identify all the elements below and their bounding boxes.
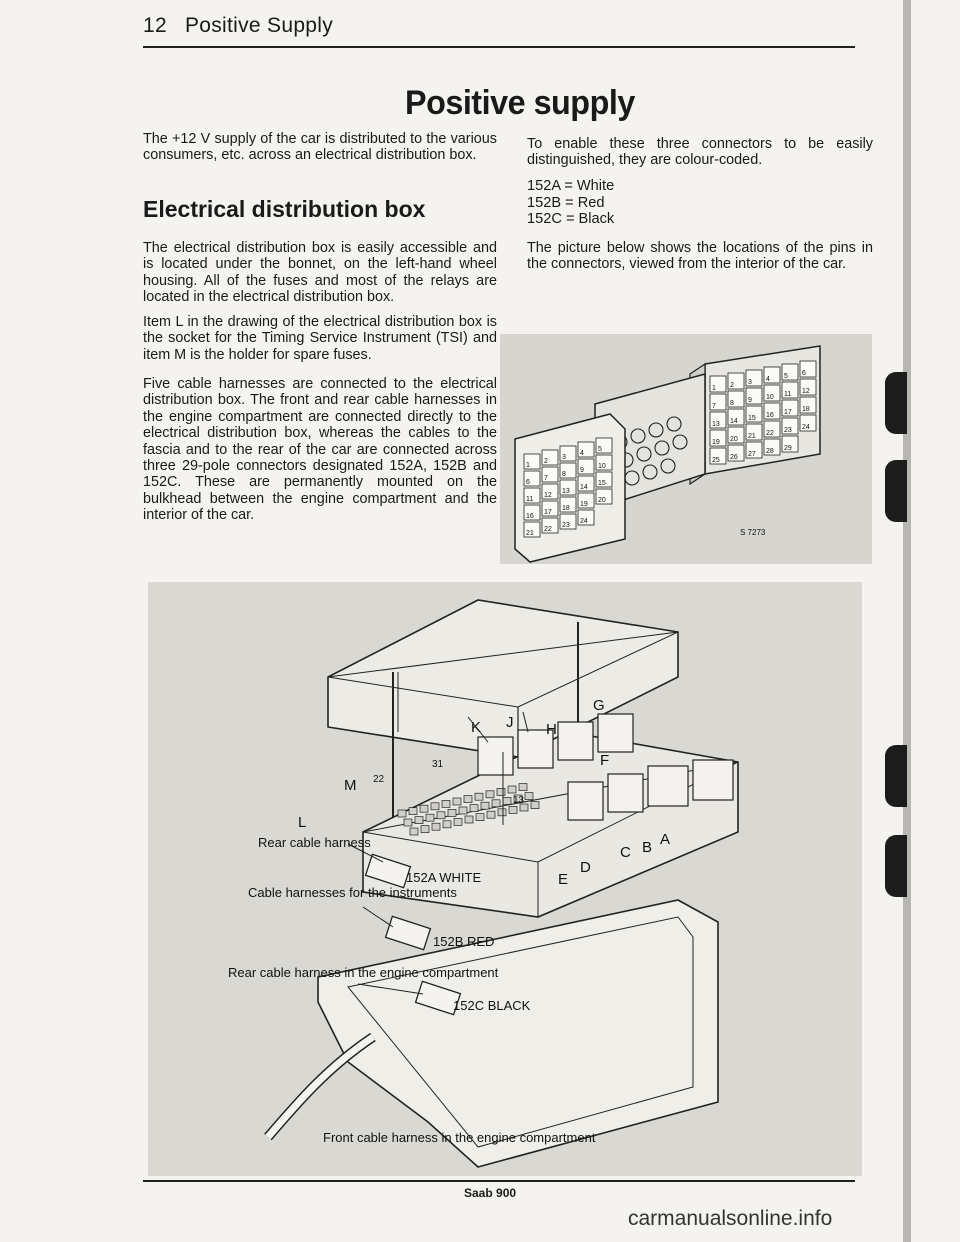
item-letter-H: H bbox=[546, 721, 557, 738]
item-letter-J: J bbox=[506, 714, 514, 731]
pin-number: 9 bbox=[748, 397, 752, 404]
fuse bbox=[443, 821, 451, 828]
legend-152b: 152B = Red bbox=[527, 194, 605, 211]
pin-number: 13 bbox=[562, 488, 570, 495]
item-letter-G: G bbox=[593, 697, 605, 714]
section-title: Positive Supply bbox=[184, 14, 334, 37]
pin-number: 10 bbox=[598, 463, 606, 470]
pin-number: 18 bbox=[562, 505, 570, 512]
fuse bbox=[508, 786, 516, 793]
binding-edge bbox=[903, 0, 911, 1242]
pin-number: 12 bbox=[544, 492, 552, 499]
item-letter-D: D bbox=[580, 859, 591, 876]
item-letter-M: M bbox=[344, 777, 357, 794]
paragraph-location: The electrical distribution box is easily accessible and is located under the bonnet, on the left-hand wheel housing. All of the fuses and most of the relays are located in the electrical distribution box. bbox=[143, 240, 497, 306]
fuse bbox=[415, 817, 423, 824]
page-title: Positive supply bbox=[405, 84, 635, 122]
intro-paragraph: The +12 V supply of the car is distributed to the various consumers, etc. across an electrical distribution box. bbox=[143, 131, 497, 164]
pin-number: 4 bbox=[766, 376, 770, 383]
paragraph-items: Item L in the drawing of the electrical distribution box is the socket for the Timing Service Instrument (TSI) and item M is the holder for spare fuses. bbox=[143, 314, 497, 363]
pin-number: 7 bbox=[544, 475, 548, 482]
pin-number: 20 bbox=[730, 436, 738, 443]
fuse bbox=[410, 828, 418, 835]
pin-number: 28 bbox=[766, 448, 774, 455]
binder-hole bbox=[885, 745, 907, 807]
pin-number: 23 bbox=[562, 522, 570, 529]
pin-number: 14 bbox=[580, 484, 588, 491]
callout-rear-cable: Rear cable harness bbox=[258, 835, 371, 850]
colour-legend bbox=[527, 178, 614, 228]
item-letter-E: E bbox=[558, 871, 569, 888]
pin-number: 8 bbox=[562, 471, 566, 478]
pin-number: 27 bbox=[748, 451, 756, 458]
binder-hole bbox=[885, 372, 907, 434]
pin-number: 6 bbox=[526, 479, 530, 486]
pin-number: 17 bbox=[544, 509, 552, 516]
pin-number: 15 bbox=[748, 415, 756, 422]
pin-number: 1 bbox=[526, 462, 530, 469]
binder-hole bbox=[885, 460, 907, 522]
header-rule bbox=[143, 46, 855, 48]
fuse bbox=[409, 808, 417, 815]
fuse bbox=[464, 796, 472, 803]
pin-number: 5 bbox=[784, 373, 788, 380]
pin-number: 11 bbox=[784, 391, 792, 398]
paragraph-harnesses: Five cable harnesses are connected to the electrical distribution box. The front and rear cable harnesses in the engine compartment are connected directly to the electrical distribution box, whereas the cables to the fascia and to the rear of the car are connected across three 29-pole connectors designated 152A, 152B and 152C. These are permanently mounted on the bulkhead between the engine compartment and the interior of the car. bbox=[143, 376, 497, 524]
figure-reference: S 7273 bbox=[740, 528, 766, 537]
pin-number: 21 bbox=[748, 433, 756, 440]
pin-number: 10 bbox=[766, 394, 774, 401]
fuse bbox=[437, 812, 445, 819]
pin-number: 13 bbox=[712, 421, 720, 428]
pin-number: 11 bbox=[526, 496, 534, 503]
fuse bbox=[453, 798, 461, 805]
callout-rear-engine-harness: Rear cable harness in the engine compartment bbox=[228, 965, 499, 980]
pin-number: 16 bbox=[766, 412, 774, 419]
callout-152a: 152A WHITE bbox=[406, 870, 482, 885]
distribution-box-drawing bbox=[148, 582, 862, 1176]
pin-number: 12 bbox=[802, 388, 810, 395]
paragraph-pin-locations: The picture below shows the locations of the pins in the connectors, viewed from the interior of the car. bbox=[527, 240, 873, 273]
fuse bbox=[503, 797, 511, 804]
fuse bbox=[465, 816, 473, 823]
fuse bbox=[492, 800, 500, 807]
item-letter-A: A bbox=[660, 831, 671, 848]
pin-number: 17 bbox=[784, 409, 792, 416]
pin-number: 22 bbox=[766, 430, 774, 437]
pin-number: 16 bbox=[526, 513, 534, 520]
fuse bbox=[497, 788, 505, 795]
item-letter-B: B bbox=[642, 839, 653, 856]
pin-number: 5 bbox=[598, 446, 602, 453]
pin-number: 3 bbox=[562, 454, 566, 461]
item-letter-L: L bbox=[298, 814, 307, 831]
paragraph-colour-coding: To enable these three connectors to be easily distinguished, they are colour-coded. bbox=[527, 136, 873, 169]
pin-number: 3 bbox=[748, 379, 752, 386]
fuse bbox=[426, 814, 434, 821]
fuse bbox=[531, 802, 539, 809]
connector-drawing bbox=[500, 334, 872, 564]
fuse bbox=[476, 814, 484, 821]
watermark: carmanualsonline.info bbox=[628, 1207, 833, 1230]
pin-number: 2 bbox=[730, 382, 734, 389]
page-number: 12 bbox=[143, 14, 167, 37]
pin-number: 4 bbox=[580, 450, 584, 457]
callout-instrument-harnesses: Cable harnesses for the instruments bbox=[248, 885, 457, 900]
fuse bbox=[459, 807, 467, 814]
fuse-number-13: 13 bbox=[513, 795, 525, 806]
fuse bbox=[487, 811, 495, 818]
fuse bbox=[519, 784, 527, 791]
page-header bbox=[143, 14, 333, 38]
fuse bbox=[448, 809, 456, 816]
pin-number: 9 bbox=[580, 467, 584, 474]
callout-front-cable: Front cable harness in the engine compartment bbox=[323, 1130, 596, 1145]
fuse bbox=[454, 818, 462, 825]
pin-number: 6 bbox=[802, 370, 806, 377]
fuse bbox=[432, 823, 440, 830]
fuse bbox=[442, 800, 450, 807]
fuse-number-22: 22 bbox=[373, 774, 385, 785]
distribution-box-figure bbox=[148, 582, 862, 1176]
pin-number: 21 bbox=[526, 530, 534, 537]
connector-pin-figure bbox=[500, 334, 872, 564]
pin-number: 19 bbox=[580, 501, 588, 508]
pin-number: 1 bbox=[712, 385, 716, 392]
pin-number: 14 bbox=[730, 418, 738, 425]
fuse bbox=[509, 806, 517, 813]
fuse bbox=[470, 805, 478, 812]
fuse bbox=[398, 810, 406, 817]
legend-152c: 152C = Black bbox=[527, 211, 615, 227]
fuse bbox=[486, 791, 494, 798]
pin-number: 29 bbox=[784, 445, 792, 452]
item-letter-C: C bbox=[620, 844, 631, 861]
fuse bbox=[498, 809, 506, 816]
binder-hole bbox=[885, 835, 907, 897]
pin-number: 2 bbox=[544, 458, 548, 465]
pin-number: 23 bbox=[784, 427, 792, 434]
pin-number: 8 bbox=[730, 400, 734, 407]
fuse bbox=[404, 819, 412, 826]
fuse bbox=[525, 793, 533, 800]
pin-number: 25 bbox=[712, 457, 720, 464]
fuse bbox=[420, 805, 428, 812]
footer-rule bbox=[143, 1180, 855, 1182]
fuse bbox=[475, 793, 483, 800]
pin-number: 22 bbox=[544, 526, 552, 533]
legend-152a: 152A = White bbox=[527, 178, 615, 194]
callout-152c: 152C BLACK bbox=[453, 998, 531, 1013]
pin-number: 18 bbox=[802, 406, 810, 413]
pin-number: 24 bbox=[802, 424, 810, 431]
pin-number: 7 bbox=[712, 403, 716, 410]
pin-number: 19 bbox=[712, 439, 720, 446]
fuse bbox=[431, 803, 439, 810]
item-letter-F: F bbox=[600, 752, 610, 769]
fuse bbox=[481, 802, 489, 809]
pin-number: 15 bbox=[598, 480, 606, 487]
pin-number: 20 bbox=[598, 497, 606, 504]
pin-number: 26 bbox=[730, 454, 738, 461]
fuse-number-31: 31 bbox=[432, 759, 444, 770]
item-letter-K: K bbox=[471, 719, 482, 736]
fuse bbox=[421, 826, 429, 833]
pin-number: 24 bbox=[580, 518, 588, 525]
section-heading: Electrical distribution box bbox=[143, 196, 426, 222]
footer-brand: Saab 900 bbox=[464, 1186, 517, 1200]
callout-152b: 152B RED bbox=[433, 934, 495, 949]
